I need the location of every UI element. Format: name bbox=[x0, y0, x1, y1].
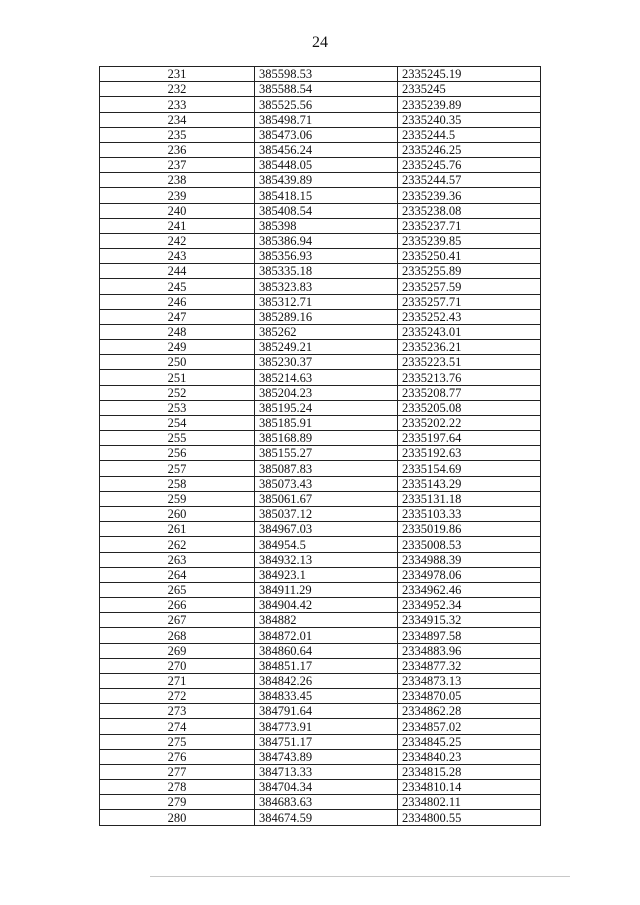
point-number-cell: 267 bbox=[100, 613, 255, 628]
y-coordinate-cell: 2335245 bbox=[398, 82, 541, 97]
y-coordinate-cell: 2335246.25 bbox=[398, 142, 541, 157]
point-number-cell: 265 bbox=[100, 582, 255, 597]
table-row bbox=[100, 67, 541, 82]
y-coordinate-cell: 2334840.23 bbox=[398, 749, 541, 764]
x-coordinate-cell: 384860.64 bbox=[255, 643, 398, 658]
x-coordinate-cell: 385335.18 bbox=[255, 264, 398, 279]
y-coordinate-cell: 2335239.85 bbox=[398, 233, 541, 248]
point-number-cell: 275 bbox=[100, 734, 255, 749]
x-coordinate-cell: 385386.94 bbox=[255, 233, 398, 248]
point-number-cell: 271 bbox=[100, 673, 255, 688]
x-coordinate-cell: 385155.27 bbox=[255, 446, 398, 461]
x-coordinate-cell: 384954.5 bbox=[255, 537, 398, 552]
table-row bbox=[100, 795, 541, 810]
x-coordinate-cell: 385473.06 bbox=[255, 127, 398, 142]
table-row bbox=[100, 582, 541, 597]
y-coordinate-cell: 2335154.69 bbox=[398, 461, 541, 476]
table-row bbox=[100, 233, 541, 248]
y-coordinate-cell: 2334897.58 bbox=[398, 628, 541, 643]
point-number-cell: 273 bbox=[100, 704, 255, 719]
table-row bbox=[100, 309, 541, 324]
y-coordinate-cell: 2334952.34 bbox=[398, 598, 541, 613]
y-coordinate-cell: 2335245.76 bbox=[398, 158, 541, 173]
table-row bbox=[100, 689, 541, 704]
y-coordinate-cell: 2335238.08 bbox=[398, 203, 541, 218]
x-coordinate-cell: 384704.34 bbox=[255, 780, 398, 795]
y-coordinate-cell: 2335197.64 bbox=[398, 431, 541, 446]
point-number-cell: 232 bbox=[100, 82, 255, 97]
point-number-cell: 240 bbox=[100, 203, 255, 218]
point-number-cell: 269 bbox=[100, 643, 255, 658]
point-number-cell: 263 bbox=[100, 552, 255, 567]
y-coordinate-cell: 2334877.32 bbox=[398, 658, 541, 673]
point-number-cell: 237 bbox=[100, 158, 255, 173]
x-coordinate-cell: 385598.53 bbox=[255, 67, 398, 82]
x-coordinate-cell: 385087.83 bbox=[255, 461, 398, 476]
x-coordinate-cell: 384923.1 bbox=[255, 567, 398, 582]
point-number-cell: 276 bbox=[100, 749, 255, 764]
point-number-cell: 266 bbox=[100, 598, 255, 613]
point-number-cell: 231 bbox=[100, 67, 255, 82]
coordinates-table bbox=[99, 66, 541, 826]
table-row bbox=[100, 385, 541, 400]
x-coordinate-cell: 385408.54 bbox=[255, 203, 398, 218]
point-number-cell: 238 bbox=[100, 173, 255, 188]
point-number-cell: 233 bbox=[100, 97, 255, 112]
x-coordinate-cell: 385185.91 bbox=[255, 415, 398, 430]
y-coordinate-cell: 2335205.08 bbox=[398, 400, 541, 415]
point-number-cell: 243 bbox=[100, 249, 255, 264]
y-coordinate-cell: 2334815.28 bbox=[398, 764, 541, 779]
y-coordinate-cell: 2335244.57 bbox=[398, 173, 541, 188]
point-number-cell: 241 bbox=[100, 218, 255, 233]
table-row bbox=[100, 704, 541, 719]
y-coordinate-cell: 2335255.89 bbox=[398, 264, 541, 279]
point-number-cell: 268 bbox=[100, 628, 255, 643]
table-row bbox=[100, 158, 541, 173]
x-coordinate-cell: 385073.43 bbox=[255, 476, 398, 491]
y-coordinate-cell: 2335208.77 bbox=[398, 385, 541, 400]
table-row bbox=[100, 431, 541, 446]
x-coordinate-cell: 385289.16 bbox=[255, 309, 398, 324]
table-row bbox=[100, 294, 541, 309]
y-coordinate-cell: 2335192.63 bbox=[398, 446, 541, 461]
x-coordinate-cell: 384911.29 bbox=[255, 582, 398, 597]
x-coordinate-cell: 385398 bbox=[255, 218, 398, 233]
point-number-cell: 249 bbox=[100, 340, 255, 355]
x-coordinate-cell: 384833.45 bbox=[255, 689, 398, 704]
y-coordinate-cell: 2335239.89 bbox=[398, 97, 541, 112]
table-row bbox=[100, 643, 541, 658]
x-coordinate-cell: 385439.89 bbox=[255, 173, 398, 188]
x-coordinate-cell: 384713.33 bbox=[255, 764, 398, 779]
x-coordinate-cell: 384773.91 bbox=[255, 719, 398, 734]
point-number-cell: 277 bbox=[100, 764, 255, 779]
point-number-cell: 247 bbox=[100, 309, 255, 324]
table-row bbox=[100, 506, 541, 521]
point-number-cell: 261 bbox=[100, 522, 255, 537]
table-row bbox=[100, 97, 541, 112]
x-coordinate-cell: 385456.24 bbox=[255, 142, 398, 157]
point-number-cell: 262 bbox=[100, 537, 255, 552]
y-coordinate-cell: 2335239.36 bbox=[398, 188, 541, 203]
x-coordinate-cell: 385448.05 bbox=[255, 158, 398, 173]
x-coordinate-cell: 384967.03 bbox=[255, 522, 398, 537]
point-number-cell: 258 bbox=[100, 476, 255, 491]
point-number-cell: 272 bbox=[100, 689, 255, 704]
y-coordinate-cell: 2335257.71 bbox=[398, 294, 541, 309]
y-coordinate-cell: 2335257.59 bbox=[398, 279, 541, 294]
table-row bbox=[100, 719, 541, 734]
y-coordinate-cell: 2335143.29 bbox=[398, 476, 541, 491]
table-row bbox=[100, 780, 541, 795]
table-row bbox=[100, 734, 541, 749]
y-coordinate-cell: 2335252.43 bbox=[398, 309, 541, 324]
table-row bbox=[100, 537, 541, 552]
table-row bbox=[100, 400, 541, 415]
y-coordinate-cell: 2335250.41 bbox=[398, 249, 541, 264]
x-coordinate-cell: 384683.63 bbox=[255, 795, 398, 810]
x-coordinate-cell: 384842.26 bbox=[255, 673, 398, 688]
x-coordinate-cell: 384882 bbox=[255, 613, 398, 628]
point-number-cell: 256 bbox=[100, 446, 255, 461]
table-row bbox=[100, 749, 541, 764]
table-row bbox=[100, 567, 541, 582]
table-row bbox=[100, 673, 541, 688]
table-row bbox=[100, 415, 541, 430]
x-coordinate-cell: 385418.15 bbox=[255, 188, 398, 203]
y-coordinate-cell: 2335244.5 bbox=[398, 127, 541, 142]
table-row bbox=[100, 461, 541, 476]
bottom-rule bbox=[150, 876, 570, 877]
point-number-cell: 251 bbox=[100, 370, 255, 385]
x-coordinate-cell: 384674.59 bbox=[255, 810, 398, 825]
y-coordinate-cell: 2335236.21 bbox=[398, 340, 541, 355]
y-coordinate-cell: 2335131.18 bbox=[398, 491, 541, 506]
table-row bbox=[100, 764, 541, 779]
x-coordinate-cell: 385195.24 bbox=[255, 400, 398, 415]
table-row bbox=[100, 82, 541, 97]
table-row bbox=[100, 370, 541, 385]
point-number-cell: 257 bbox=[100, 461, 255, 476]
table-row bbox=[100, 173, 541, 188]
x-coordinate-cell: 385356.93 bbox=[255, 249, 398, 264]
point-number-cell: 279 bbox=[100, 795, 255, 810]
y-coordinate-cell: 2335103.33 bbox=[398, 506, 541, 521]
table-row bbox=[100, 446, 541, 461]
y-coordinate-cell: 2334988.39 bbox=[398, 552, 541, 567]
y-coordinate-cell: 2334857.02 bbox=[398, 719, 541, 734]
point-number-cell: 244 bbox=[100, 264, 255, 279]
y-coordinate-cell: 2334873.13 bbox=[398, 673, 541, 688]
x-coordinate-cell: 385249.21 bbox=[255, 340, 398, 355]
y-coordinate-cell: 2335202.22 bbox=[398, 415, 541, 430]
page-number: 24 bbox=[312, 34, 328, 51]
y-coordinate-cell: 2335008.53 bbox=[398, 537, 541, 552]
x-coordinate-cell: 384751.17 bbox=[255, 734, 398, 749]
table-row bbox=[100, 810, 541, 825]
y-coordinate-cell: 2334962.46 bbox=[398, 582, 541, 597]
x-coordinate-cell: 385525.56 bbox=[255, 97, 398, 112]
x-coordinate-cell: 385168.89 bbox=[255, 431, 398, 446]
point-number-cell: 278 bbox=[100, 780, 255, 795]
point-number-cell: 245 bbox=[100, 279, 255, 294]
y-coordinate-cell: 2335237.71 bbox=[398, 218, 541, 233]
y-coordinate-cell: 2334978.06 bbox=[398, 567, 541, 582]
point-number-cell: 280 bbox=[100, 810, 255, 825]
x-coordinate-cell: 385037.12 bbox=[255, 506, 398, 521]
point-number-cell: 242 bbox=[100, 233, 255, 248]
x-coordinate-cell: 384932.13 bbox=[255, 552, 398, 567]
y-coordinate-cell: 2335240.35 bbox=[398, 112, 541, 127]
x-coordinate-cell: 385323.83 bbox=[255, 279, 398, 294]
point-number-cell: 234 bbox=[100, 112, 255, 127]
y-coordinate-cell: 2334800.55 bbox=[398, 810, 541, 825]
table-row bbox=[100, 112, 541, 127]
point-number-cell: 250 bbox=[100, 355, 255, 370]
point-number-cell: 239 bbox=[100, 188, 255, 203]
point-number-cell: 236 bbox=[100, 142, 255, 157]
y-coordinate-cell: 2334883.96 bbox=[398, 643, 541, 658]
table-row bbox=[100, 552, 541, 567]
point-number-cell: 260 bbox=[100, 506, 255, 521]
table-row bbox=[100, 218, 541, 233]
table-row bbox=[100, 279, 541, 294]
table-row bbox=[100, 522, 541, 537]
coordinates-table-body bbox=[100, 67, 541, 826]
table-row bbox=[100, 613, 541, 628]
table-row bbox=[100, 142, 541, 157]
table-row bbox=[100, 598, 541, 613]
x-coordinate-cell: 385204.23 bbox=[255, 385, 398, 400]
y-coordinate-cell: 2334915.32 bbox=[398, 613, 541, 628]
x-coordinate-cell: 384791.64 bbox=[255, 704, 398, 719]
x-coordinate-cell: 384904.42 bbox=[255, 598, 398, 613]
y-coordinate-cell: 2335213.76 bbox=[398, 370, 541, 385]
table-row bbox=[100, 203, 541, 218]
table-row bbox=[100, 127, 541, 142]
y-coordinate-cell: 2335223.51 bbox=[398, 355, 541, 370]
y-coordinate-cell: 2334845.25 bbox=[398, 734, 541, 749]
x-coordinate-cell: 384743.89 bbox=[255, 749, 398, 764]
point-number-cell: 246 bbox=[100, 294, 255, 309]
point-number-cell: 253 bbox=[100, 400, 255, 415]
y-coordinate-cell: 2335245.19 bbox=[398, 67, 541, 82]
x-coordinate-cell: 384872.01 bbox=[255, 628, 398, 643]
point-number-cell: 235 bbox=[100, 127, 255, 142]
table-row bbox=[100, 476, 541, 491]
y-coordinate-cell: 2334810.14 bbox=[398, 780, 541, 795]
point-number-cell: 254 bbox=[100, 415, 255, 430]
table-row bbox=[100, 324, 541, 339]
y-coordinate-cell: 2335019.86 bbox=[398, 522, 541, 537]
x-coordinate-cell: 385061.67 bbox=[255, 491, 398, 506]
table-row bbox=[100, 491, 541, 506]
point-number-cell: 270 bbox=[100, 658, 255, 673]
y-coordinate-cell: 2334870.05 bbox=[398, 689, 541, 704]
table-row bbox=[100, 355, 541, 370]
table-row bbox=[100, 628, 541, 643]
x-coordinate-cell: 384851.17 bbox=[255, 658, 398, 673]
point-number-cell: 264 bbox=[100, 567, 255, 582]
table-row bbox=[100, 188, 541, 203]
x-coordinate-cell: 385498.71 bbox=[255, 112, 398, 127]
x-coordinate-cell: 385230.37 bbox=[255, 355, 398, 370]
y-coordinate-cell: 2334862.28 bbox=[398, 704, 541, 719]
x-coordinate-cell: 385214.63 bbox=[255, 370, 398, 385]
x-coordinate-cell: 385312.71 bbox=[255, 294, 398, 309]
table-row bbox=[100, 658, 541, 673]
point-number-cell: 248 bbox=[100, 324, 255, 339]
x-coordinate-cell: 385262 bbox=[255, 324, 398, 339]
table-row bbox=[100, 264, 541, 279]
point-number-cell: 252 bbox=[100, 385, 255, 400]
point-number-cell: 255 bbox=[100, 431, 255, 446]
table-row bbox=[100, 340, 541, 355]
point-number-cell: 274 bbox=[100, 719, 255, 734]
x-coordinate-cell: 385588.54 bbox=[255, 82, 398, 97]
table-row bbox=[100, 249, 541, 264]
y-coordinate-cell: 2335243.01 bbox=[398, 324, 541, 339]
point-number-cell: 259 bbox=[100, 491, 255, 506]
y-coordinate-cell: 2334802.11 bbox=[398, 795, 541, 810]
